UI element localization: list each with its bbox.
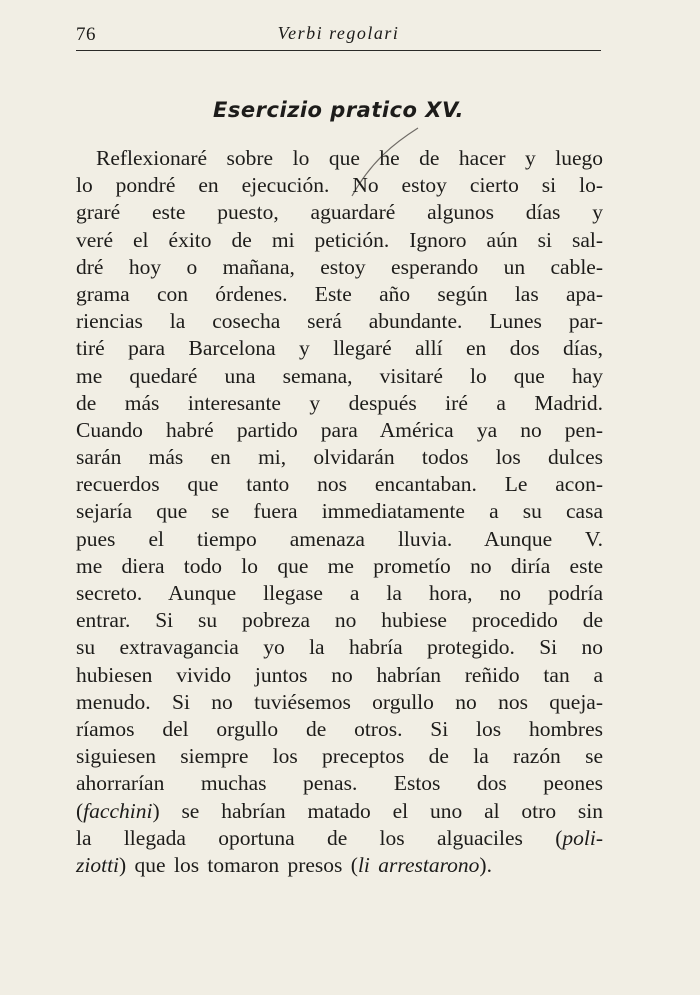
text-line: [76, 634, 603, 661]
text-line: [76, 254, 603, 281]
text-segment: ).: [479, 852, 492, 877]
page-header: [76, 22, 601, 51]
running-title: Verbi regolari: [277, 23, 400, 43]
italic-text-segment: poli-: [562, 825, 603, 850]
text-line: [76, 498, 603, 525]
text-line: [76, 444, 603, 471]
text-line: [76, 308, 603, 335]
text-segment: Cuando habré partido para América ya no pen-: [76, 417, 603, 442]
text-segment: su extravagancia yo la habría protegido. Si no: [76, 635, 603, 660]
text-line: [76, 363, 603, 390]
text-segment: me quedaré una semana, visitaré lo que hay: [76, 363, 603, 388]
text-line: [76, 553, 603, 580]
text-line: [76, 689, 603, 716]
text-line: [76, 526, 603, 553]
text-segment: tiré para Barcelona y llegaré allí en dos días,: [76, 336, 603, 361]
text-segment: graré este puesto, aguardaré algunos días y: [76, 200, 603, 225]
text-line: [76, 852, 603, 879]
text-line: [76, 227, 603, 254]
text-segment: me diera todo lo que me prometío no diría este: [76, 553, 603, 578]
text-segment: sarán más en mi, olvidarán todos los dulces: [76, 445, 603, 470]
text-segment: ) que los tomaron presos (: [119, 852, 358, 877]
text-line: [76, 743, 603, 770]
text-segment: ) se habrían matado el uno al otro sin: [152, 798, 603, 823]
text-segment: secreto. Aunque llegase a la hora, no podría: [76, 581, 603, 605]
text-segment: entrar. Si su pobreza no hubiese procedido de: [76, 608, 603, 633]
exercise-paragraph: [76, 145, 603, 879]
text-line: [76, 662, 603, 689]
text-segment: lo pondré en ejecución. No estoy cierto si lo-: [76, 173, 603, 198]
text-segment: veré el éxito de mi petición. Ignoro aún si sal-: [76, 227, 603, 252]
text-segment: siguiesen siempre los preceptos de la razón se: [76, 744, 603, 769]
text-segment: Reflexionaré sobre lo que he de hacer y luego: [96, 146, 603, 170]
text-segment: menudo. Si no tuviésemos orgullo no nos queja-: [76, 689, 603, 714]
text-line: [76, 716, 603, 743]
text-segment: sejaría que se fuera immediatamente a su casa: [76, 499, 603, 524]
text-segment: riencias la cosecha será abundante. Lunes par-: [76, 309, 603, 334]
exercise-title: Esercizio pratico XV.: [213, 98, 464, 122]
text-segment: grama con órdenes. Este año según las apa-: [76, 281, 603, 306]
text-segment: ahorrarían muchas penas. Estos dos peones: [76, 771, 603, 796]
italic-text-segment: ziotti: [76, 852, 120, 877]
text-segment: (: [76, 798, 84, 823]
text-segment: hubiesen vivido juntos no habrían reñido tan a: [76, 662, 603, 687]
text-line: [76, 172, 603, 199]
text-segment: la llegada oportuna de los alguaciles (: [76, 825, 563, 850]
text-line: [76, 281, 603, 308]
text-line: [76, 825, 603, 852]
text-segment: dré hoy o mañana, estoy esperando un cable-: [76, 254, 603, 279]
text-segment: de más interesante y después iré a Madrid.: [76, 390, 603, 415]
text-line: [76, 580, 603, 607]
text-line: [76, 390, 603, 417]
text-segment: pues el tiempo amenaza lluvia. Aunque V.: [76, 526, 603, 551]
page-number: 76: [76, 24, 96, 45]
text-line: [76, 417, 603, 444]
italic-text-segment: li arrestarono: [357, 852, 480, 877]
text-line: [76, 199, 603, 226]
text-segment: ríamos del orgullo de otros. Si los hombres: [76, 716, 603, 741]
text-line: [76, 335, 603, 362]
text-line: [76, 798, 603, 825]
text-line: [76, 770, 603, 797]
italic-text-segment: facchini: [83, 798, 153, 823]
text-line: [76, 607, 603, 634]
text-line: [76, 145, 603, 172]
text-segment: recuerdos que tanto nos encantaban. Le acon-: [76, 472, 603, 497]
text-line: [76, 471, 603, 498]
